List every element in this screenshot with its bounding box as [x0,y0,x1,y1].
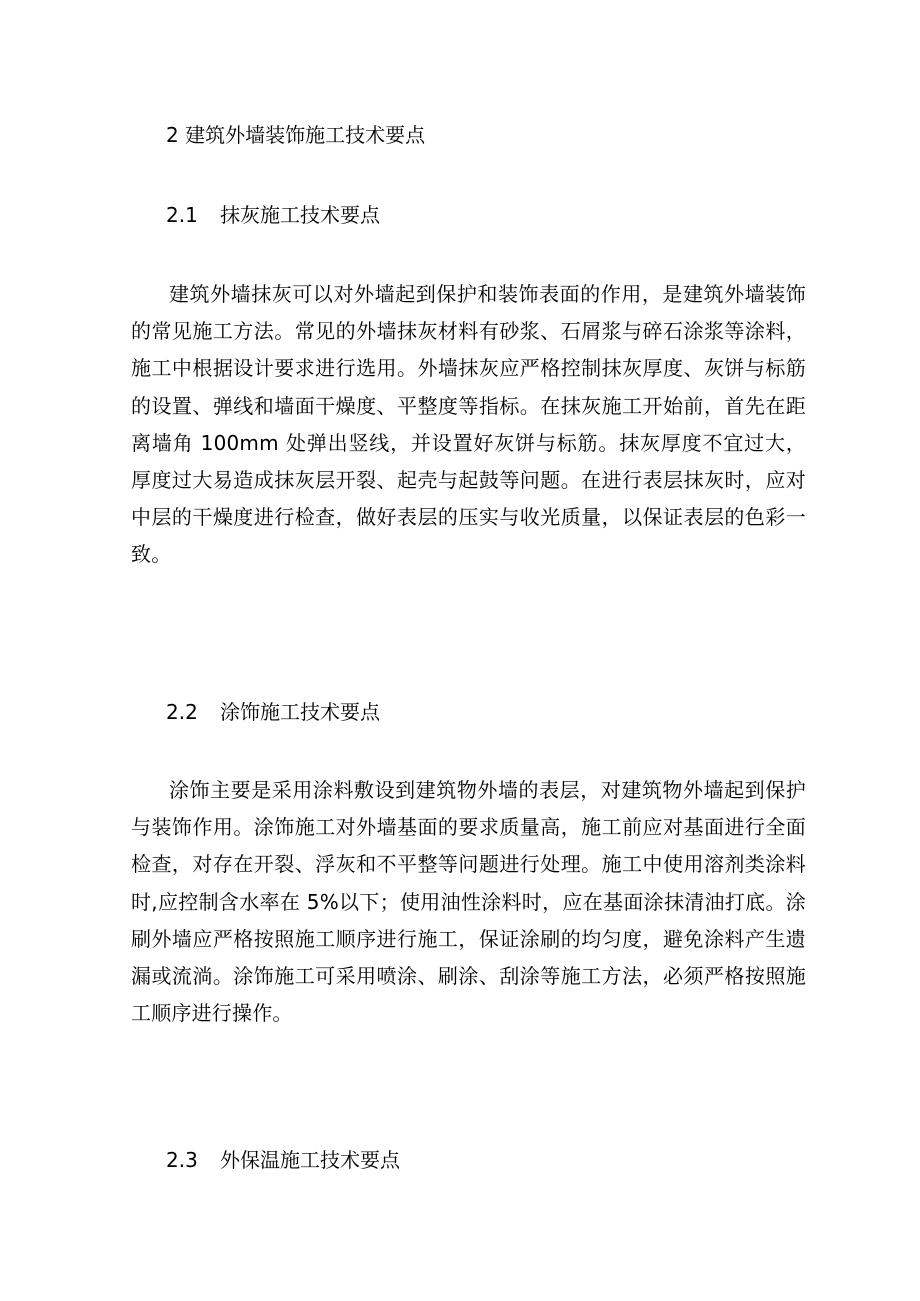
section-number: 2.1 [166,203,198,227]
section-title: 外保温施工技术要点 [220,1148,400,1172]
section-paragraph-2-2: 涂饰主要是采用涂料敷设到建筑物外墙的表层，对建筑物外墙起到保护与装饰作用。涂饰施工对外墙基面的要求质量高，施工前应对基面进行全面检查，对存在开裂、浮灰和不平整等问题进行处理。施工中使用溶剂类涂料时,应控制含水率在 5%以下；使用油性涂料时，应在基面涂抹清油打底。涂刷外墙应严格按照施工顺序进行施工，保证涂刷的均匀度，避免涂料产生遗漏或流淌。涂饰施工可采用喷涂、刷涂、刮涂等施工方法，必须严格按照施工顺序进行操作。 [131,778,806,1026]
section-number: 2.2 [166,700,198,724]
section-title: 涂饰施工技术要点 [220,700,380,724]
section-title: 抹灰施工技术要点 [220,203,380,227]
section-heading-2-2 [166,698,380,726]
section-paragraph-2-1: 建筑外墙抹灰可以对外墙起到保护和装饰表面的作用，是建筑外墙装饰的常见施工方法。常见的外墙抹灰材料有砂浆、石屑浆与碎石涂浆等涂料，施工中根据设计要求进行选用。外墙抹灰应严格控制抹灰厚度、灰饼与标筋的设置、弹线和墙面干燥度、平整度等指标。在抹灰施工开始前，首先在距离墙角 100mm 处弹出竖线，并设置好灰饼与标筋。抹灰厚度不宜过大，厚度过大易造成抹灰层开裂、起壳与起鼓等问题。在进行表层抹灰时，应对中层的干燥度进行检查，做好表层的压实与收光质量，以保证表层的色彩一致。 [131,282,806,567]
section-heading-2-3 [166,1146,400,1174]
section-heading-2-1 [166,201,380,229]
main-heading [166,121,425,149]
main-heading-text: 2 建筑外墙装饰施工技术要点 [166,123,426,147]
section-number: 2.3 [166,1148,198,1172]
